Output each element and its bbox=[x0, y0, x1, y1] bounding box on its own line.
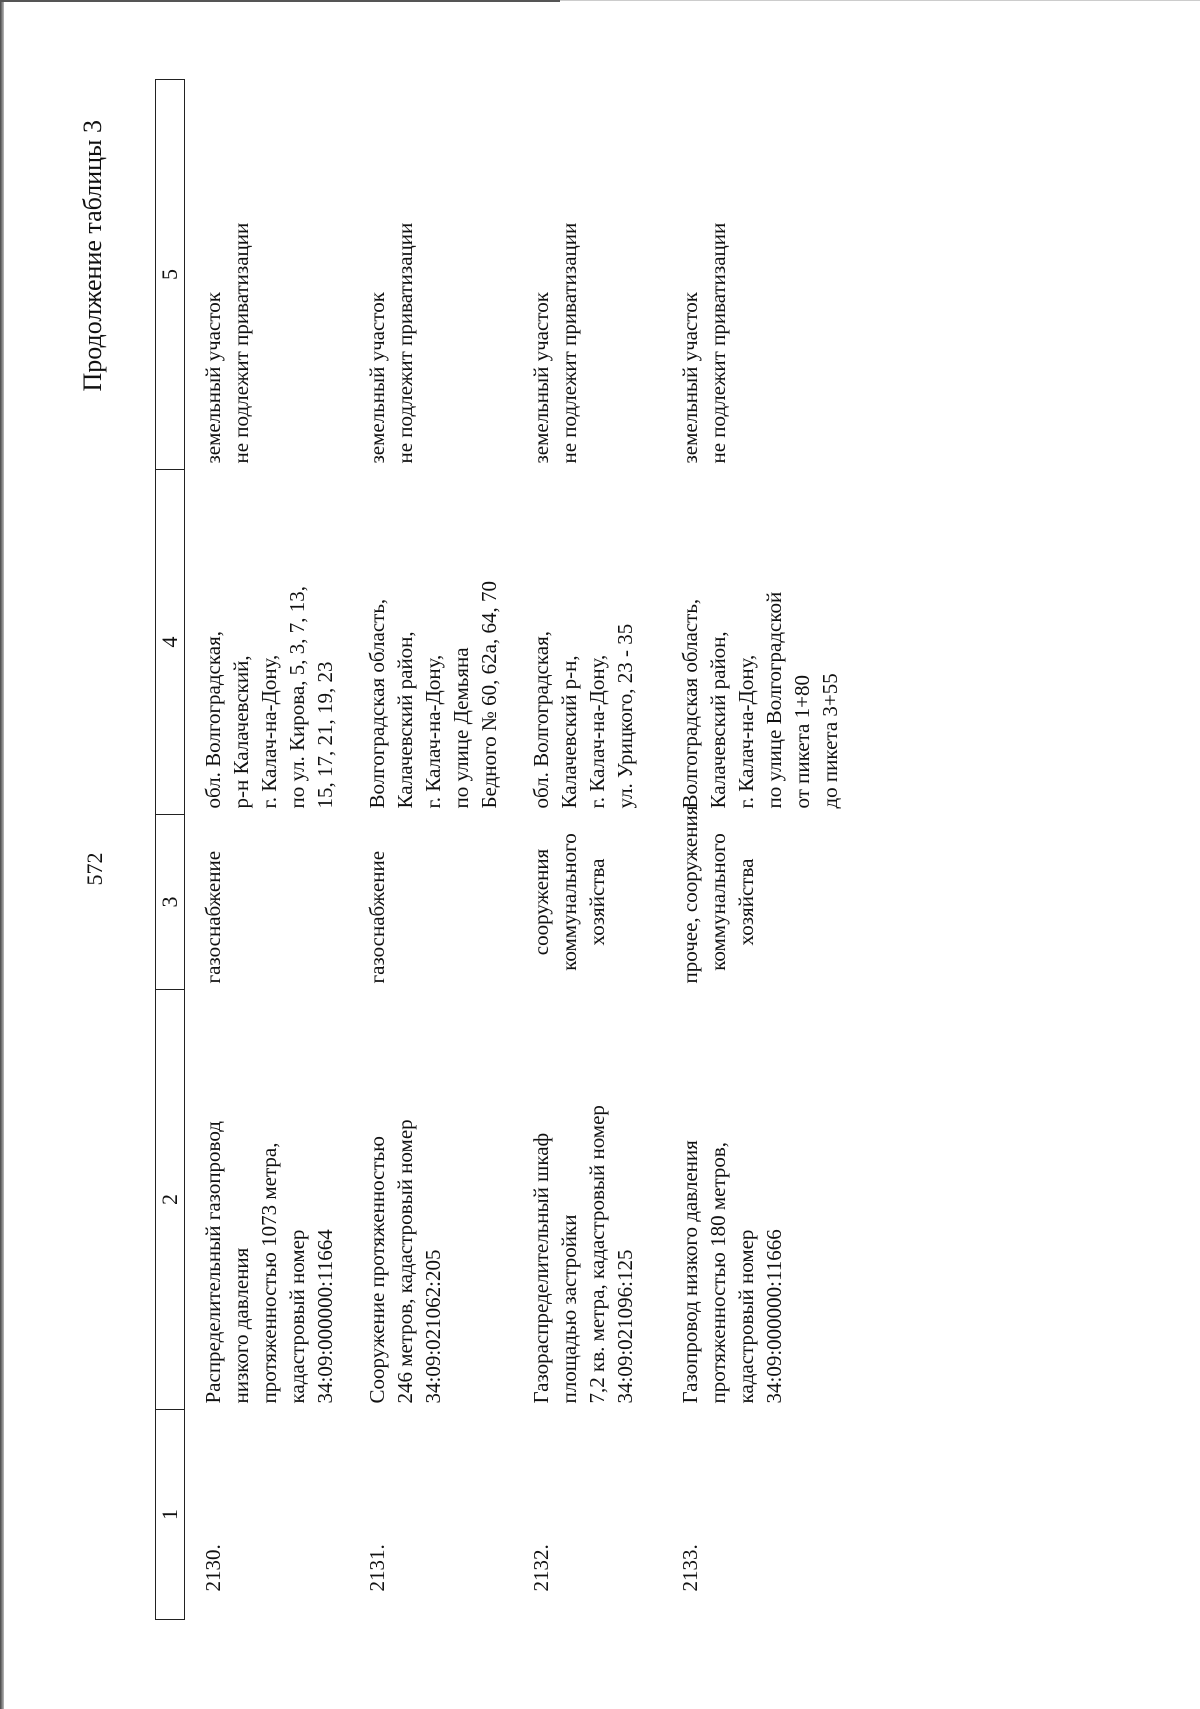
col-header-3: 3 bbox=[156, 815, 185, 990]
table-row bbox=[185, 80, 350, 1620]
object-address: Волгоградская область, Калачевский район, г. Калач-на-Дону, по улице Демьяна Бедного № 60, 62а, 64, 70 bbox=[365, 581, 501, 809]
object-category: газоснабжение bbox=[201, 850, 225, 984]
col-header-2: 2 bbox=[156, 990, 185, 1410]
object-description: Распределительный газопровод низкого давления протяженностью 1073 метра, кадастровый номер 34:09:000000:11664 bbox=[201, 1121, 337, 1404]
table-row bbox=[349, 80, 513, 1620]
object-note: земельный участок не подлежит приватизации bbox=[529, 222, 581, 464]
row-number: 2132. bbox=[529, 1544, 553, 1592]
object-address: обл. Волгоградская, Калачевский р-н, г. Калач-на-Дону, ул. Урицкого, 23 - 35 bbox=[529, 623, 637, 809]
object-address: Волгоградская область, Калачевский район, г. Калач-на-Дону, по улице Волгоградской от пикета 1+80 до пикета 3+55 bbox=[678, 591, 842, 809]
table-row bbox=[662, 80, 844, 1620]
object-category: газоснабжение bbox=[365, 850, 389, 984]
col-header-4: 4 bbox=[156, 470, 185, 815]
object-description: Газопровод низкого давления протяженностью 180 метров, кадастровый номер 34:09:000000:11666 bbox=[678, 1140, 786, 1404]
object-note: земельный участок не подлежит приватизации bbox=[678, 222, 730, 464]
table-caption: Продолжение таблицы 3 bbox=[78, 120, 107, 392]
object-category: сооружения коммунального хозяйства bbox=[529, 833, 609, 971]
row-number: 2131. bbox=[365, 1544, 389, 1592]
property-table bbox=[155, 79, 844, 1620]
object-description: Газораспределительный шкаф площадью застройки 7,2 кв. метра, кадастровый номер 34:09:021096:125 bbox=[529, 1105, 637, 1404]
object-note: земельный участок не подлежит приватизации bbox=[201, 222, 253, 464]
row-number: 2130. bbox=[201, 1544, 225, 1592]
col-header-5: 5 bbox=[156, 80, 185, 470]
scan-edge-top bbox=[0, 0, 560, 2]
scan-edge-top-light bbox=[560, 0, 1200, 1]
scan-edge bbox=[0, 0, 4, 1709]
row-number: 2133. bbox=[678, 1544, 702, 1592]
header-row bbox=[156, 80, 185, 1620]
object-note: земельный участок не подлежит приватизации bbox=[365, 222, 417, 464]
page-number: 572 bbox=[82, 852, 107, 886]
table-row bbox=[513, 80, 662, 1620]
col-header-1: 1 bbox=[156, 1410, 185, 1620]
object-category: прочее, сооружения коммунального хозяйства bbox=[678, 805, 758, 984]
object-description: Сооружение протяженностью 246 метров, кадастровый номер 34:09:021062:205 bbox=[365, 1119, 445, 1404]
object-address: обл. Волгоградская, р-н Калачевский, г. Калач-на-Дону, по ул. Кирова, 5, 3, 7, 13, 15, 17, 21, 19, 23 bbox=[201, 586, 337, 809]
